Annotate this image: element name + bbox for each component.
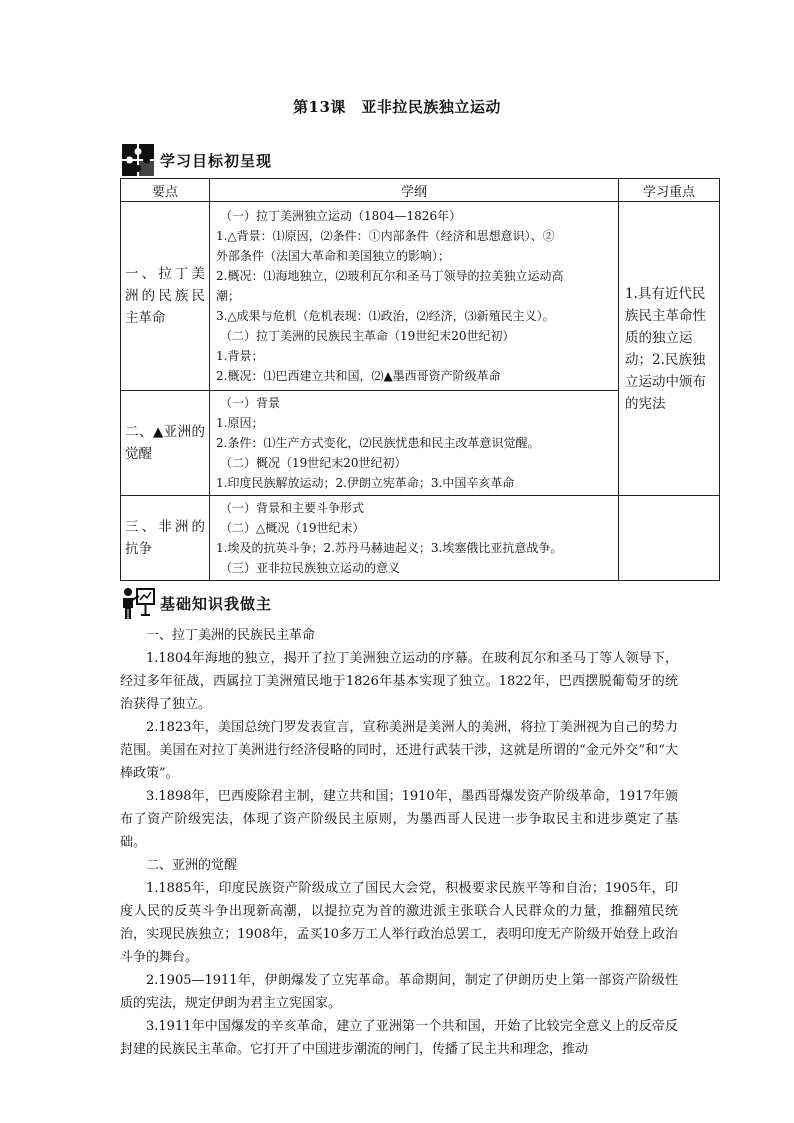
outline-line: 1.印度民族解放运动；2.伊朗立宪革命；3.中国辛亥革命: [216, 476, 515, 490]
outline-line: （二）拉丁美洲的民族民主革命（19世纪末20世纪初）: [220, 329, 515, 343]
outline-cell: [210, 391, 619, 496]
paragraph: 3.1911年中国爆发的辛亥革命，建立了亚洲第一个共和国，开始了比较完全意义上的反帝反封建的民族民主革命。它打开了中国进步潮流的闸门，传播了民主共和理念，推动: [120, 1019, 678, 1057]
teacher-icon: [120, 585, 156, 621]
outline-line: 3.△成果与危机（危机表现：⑴政治，⑵经济，⑶新殖民主义）。: [216, 309, 555, 323]
outline-line: （一）拉丁美洲独立运动（1804—1826年）: [220, 209, 462, 223]
header-cell: 要点: [121, 179, 210, 202]
outline-line: 1.背景；: [216, 349, 264, 363]
table-header-row: [121, 179, 720, 202]
section-title: 学习目标初呈现: [160, 151, 273, 170]
focus-empty-cell: [619, 496, 720, 581]
outline-cell: [210, 496, 619, 581]
key-point-cell: 一、拉丁美洲的民族民主革命: [121, 202, 210, 391]
subheading: 一、拉丁美洲的民族民主革命: [146, 628, 316, 643]
header-cell: 学习重点: [619, 179, 720, 202]
section-title: 基础知识我做主: [160, 594, 273, 613]
learning-goals-table: [120, 178, 720, 581]
key-point-cell: 三、非洲的抗争: [121, 496, 210, 581]
outline-line: （二）△概况（19世纪末）: [220, 521, 365, 535]
paragraph: 3.1898年，巴西废除君主制，建立共和国；1910年，墨西哥爆发资产阶级革命，1917年颁布了资产阶级宪法，体现了资产阶级民主原则，为墨西哥人民进一步争取民主和进步奠定了基础。: [120, 789, 678, 850]
paragraph: 1.1804年海地的独立，揭开了拉丁美洲独立运动的序幕。在玻利瓦尔和圣马丁等人领导下，经过多年征战，西属拉丁美洲殖民地于1826年基本实现了独立。1822年，巴西摆脱葡萄牙的统治获得了独立。: [120, 651, 678, 712]
section-header-goals: [120, 142, 272, 178]
subheading: 二、亚洲的觉醒: [146, 858, 238, 873]
outline-line: （一）背景和主要斗争形式: [220, 501, 365, 515]
header-cell: 学纲: [210, 179, 619, 202]
outline-line: 2.概况：⑴海地独立，⑵玻利瓦尔和圣马丁领导的拉美独立运动高: [216, 269, 564, 283]
section-header-basics: [120, 585, 272, 621]
outline-line: 1.原因；: [216, 416, 264, 430]
outline-line: 2.条件：⑴生产方式变化，⑵民族忧患和民主改革意识觉醒。: [216, 436, 540, 450]
table-row: [121, 496, 720, 581]
puzzle-icon: [120, 142, 156, 178]
key-point-cell: 二、▲亚洲的觉醒: [121, 391, 210, 496]
outline-line: 2.概况：⑴巴西建立共和国，⑵▲墨西哥资产阶级革命: [216, 369, 501, 383]
paragraph: 2.1823年，美国总统门罗发表宣言，宣称美洲是美洲人的美洲，将拉丁美洲视为自己的势力范围。美国在对拉丁美洲进行经济侵略的同时，还进行武装干涉，这就是所谓的“金元外交”和“大棒政策”。: [120, 720, 678, 781]
outline-line: （一）背景: [220, 396, 281, 410]
outline-line: 潮；: [216, 289, 241, 303]
outline-cell: [210, 202, 619, 391]
knowledge-body: [120, 624, 678, 1061]
focus-cell: 1.具有近代民族民主革命性质的独立运动；2.民族独立运动中颁布的宪法: [619, 202, 720, 496]
outline-line: （三）亚非拉民族独立运动的意义: [220, 561, 401, 575]
outline-line: 外部条件（法国大革命和美国独立的影响）；: [216, 249, 451, 263]
paragraph: 2.1905—1911年，伊朗爆发了立宪革命。革命期间，制定了伊朗历史上第一部资产阶级性质的宪法，规定伊朗为君主立宪国家。: [120, 973, 678, 1011]
paragraph: 1.1885年，印度民族资产阶级成立了国民大会党，积极要求民族平等和自治；1905年，印度人民的反英斗争出现新高潮，以提拉克为首的激进派主张联合人民群众的力量，推翻殖民统治，实现民族独立；1908年，孟买10多万工人举行政治总罢工，表明印度无产阶级开始登上政治斗争的舞台。: [120, 881, 678, 965]
outline-line: 1.埃及的抗英斗争；2.苏丹马赫迪起义；3.埃塞俄比亚抗意战争。: [216, 541, 563, 555]
outline-line: （二）概况（19世纪末20世纪初）: [220, 456, 407, 470]
table-row: [121, 202, 720, 391]
outline-line: 1.△背景：⑴原因，⑵条件：①内部条件（经济和思想意识）、②: [216, 229, 555, 243]
page-title: 第13课 亚非拉民族独立运动: [293, 98, 501, 116]
